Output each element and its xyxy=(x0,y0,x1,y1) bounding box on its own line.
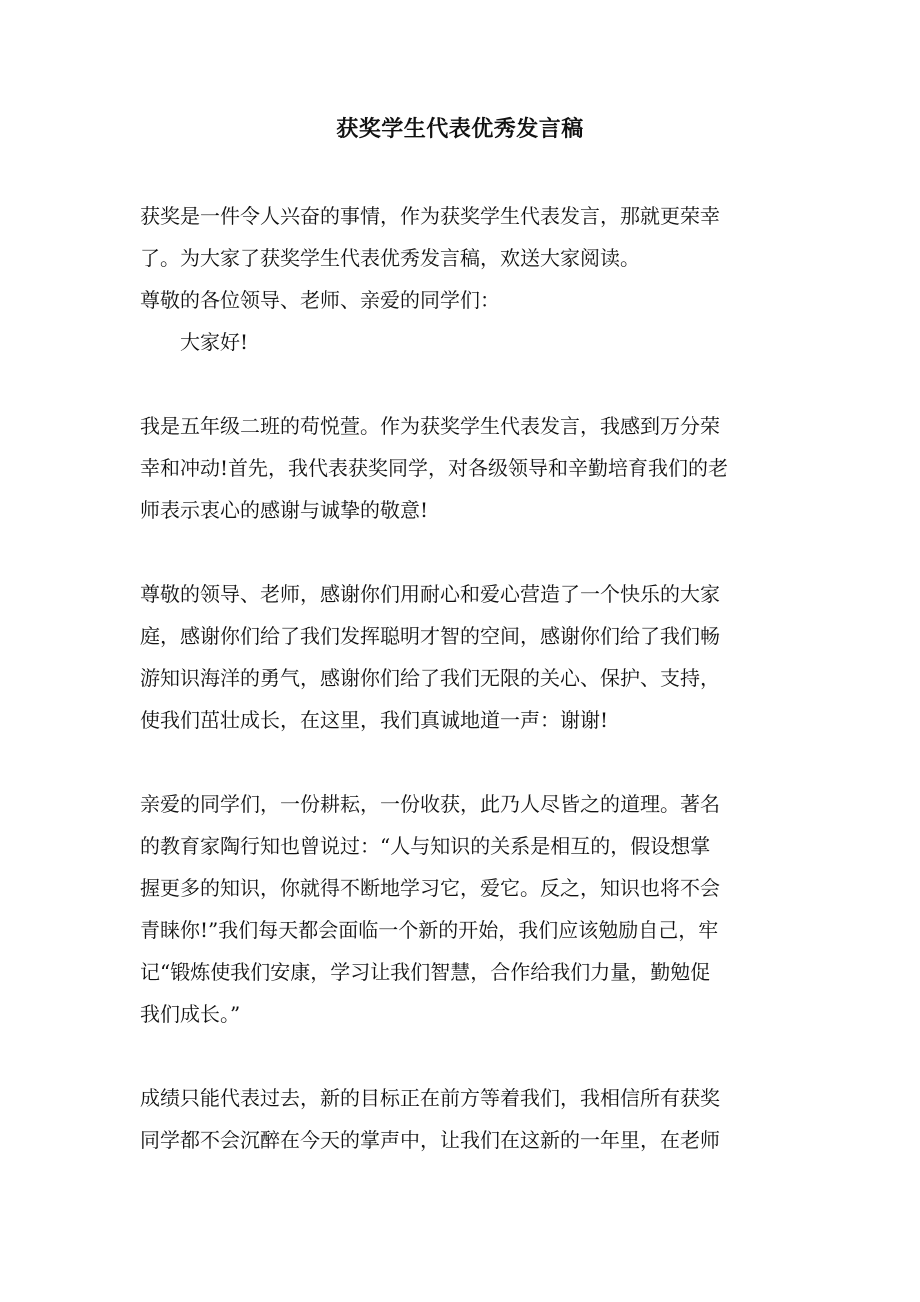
paragraph-line: 握更多的知识，你就得不断地学习它，爱它。反之，知识也将不会 xyxy=(140,876,720,900)
paragraph-line: 幸和冲动!首先，我代表获奖同学，对各级领导和辛勤培育我们的老 xyxy=(140,456,729,480)
intro-line: 了。为大家了获奖学生代表优秀发言稿，欢送大家阅读。 xyxy=(140,246,640,270)
intro-line: 获奖是一件令人兴奋的事情，作为获奖学生代表发言，那就更荣幸 xyxy=(140,204,720,228)
greeting: 大家好! xyxy=(180,330,249,354)
paragraph-line: 尊敬的领导、老师，感谢你们用耐心和爱心营造了一个快乐的大家 xyxy=(140,582,720,606)
paragraph-line: 游知识海洋的勇气，感谢你们给了我们无限的关心、保护、支持， xyxy=(140,666,720,690)
paragraph-line: 同学都不会沉醉在今天的掌声中，让我们在这新的一年里，在老师 xyxy=(140,1128,720,1152)
paragraph-line: 我们成长。” xyxy=(140,1002,241,1026)
paragraph-line: 庭，感谢你们给了我们发挥聪明才智的空间，感谢你们给了我们畅 xyxy=(140,624,720,648)
paragraph-line: 成绩只能代表过去，新的目标正在前方等着我们，我相信所有获奖 xyxy=(140,1086,720,1110)
paragraph-line: 我是五年级二班的苟悦萱。作为获奖学生代表发言，我感到万分荣 xyxy=(140,414,720,438)
paragraph-line: 使我们茁壮成长，在这里，我们真诚地道一声：谢谢! xyxy=(140,708,609,732)
paragraph-line: 师表示衷心的感谢与诚挚的敬意! xyxy=(140,498,429,522)
paragraph-line: 记“锻炼使我们安康，学习让我们智慧，合作给我们力量，勤勉促 xyxy=(140,960,711,984)
paragraph-line: 的教育家陶行知也曾说过：“人与知识的关系是相互的，假设想掌 xyxy=(140,834,711,858)
paragraph-line: 亲爱的同学们，一份耕耘，一份收获，此乃人尽皆之的道理。著名 xyxy=(140,792,720,816)
document-title: 获奖学生代表优秀发言稿 xyxy=(336,116,584,142)
salutation: 尊敬的各位领导、老师、亲爱的同学们： xyxy=(140,288,500,312)
paragraph-line: 青睐你!”我们每天都会面临一个新的开始，我们应该勉励自己，牢 xyxy=(140,918,719,942)
